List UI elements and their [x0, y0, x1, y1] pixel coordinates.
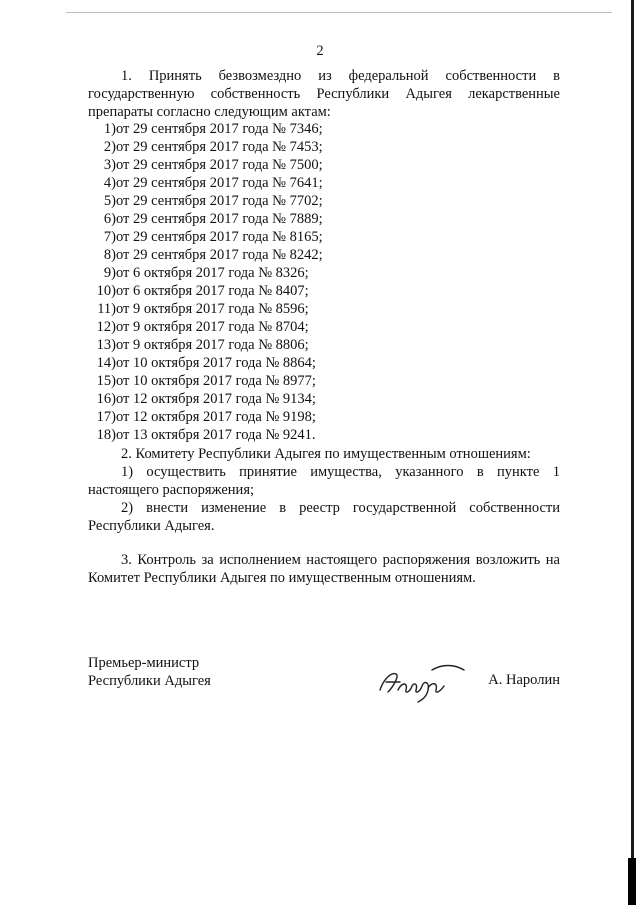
act-item [0, 318, 640, 336]
act-item [0, 372, 640, 390]
scan-edge-top [66, 12, 612, 13]
act-item-text: от 29 сентября 2017 года № 8242; [116, 247, 323, 263]
act-item [0, 426, 640, 444]
act-item-text: от 6 октября 2017 года № 8326; [116, 265, 309, 281]
act-item-number: 12) [96, 319, 116, 335]
paragraph-2-item-1: 1) осуществить принятие имущества, указанного в пункте 1 настоящего распоряжения; [88, 464, 560, 498]
act-item-number: 9) [103, 265, 116, 281]
act-item [0, 210, 640, 228]
act-item [0, 246, 640, 264]
act-item-number: 4) [103, 175, 116, 191]
act-item [0, 408, 640, 426]
signatory-name: А. Наролин [488, 672, 560, 688]
act-item-number: 17) [96, 409, 116, 425]
act-item-text: от 6 октября 2017 года № 8407; [116, 283, 309, 299]
act-item [0, 228, 640, 246]
act-item-text: от 12 октября 2017 года № 9198; [116, 409, 316, 425]
act-item-number: 14) [96, 355, 116, 371]
act-item [0, 174, 640, 192]
act-item [0, 120, 640, 138]
scan-edge-corner [628, 858, 636, 905]
act-item [0, 390, 640, 408]
act-item [0, 138, 640, 156]
act-item-text: от 12 октября 2017 года № 9134; [116, 391, 316, 407]
act-item-text: от 10 октября 2017 года № 8977; [116, 373, 316, 389]
act-item-number: 6) [103, 211, 116, 227]
act-item-text: от 29 сентября 2017 года № 7346; [116, 121, 323, 137]
paragraph-1: 1. Принять безвозмездно из федеральной собственности в государственную собственность Республики Адыгея лекарственные препараты согласно следующим актам: [88, 68, 560, 120]
act-item [0, 354, 640, 372]
act-item [0, 336, 640, 354]
paragraph-3: 3. Контроль за исполнением настоящего распоряжения возложить на Комитет Республики Адыгея по имущественным отношениям. [88, 552, 560, 586]
act-item-text: от 9 октября 2017 года № 8806; [116, 337, 309, 353]
act-item-number: 2) [103, 139, 116, 155]
act-item-number: 3) [103, 157, 116, 173]
page-number: 2 [316, 43, 324, 59]
signatory-title-line-1: Премьер-министр [88, 655, 200, 671]
act-item-text: от 29 сентября 2017 года № 8165; [116, 229, 323, 245]
act-item [0, 264, 640, 282]
act-item-number: 7) [103, 229, 116, 245]
act-item [0, 192, 640, 210]
act-item-text: от 29 сентября 2017 года № 7641; [116, 175, 323, 191]
act-item-number: 15) [96, 373, 116, 389]
act-item-number: 5) [103, 193, 116, 209]
act-item [0, 300, 640, 318]
act-item-number: 11) [97, 301, 116, 317]
act-item-number: 13) [96, 337, 116, 353]
act-item-text: от 29 сентября 2017 года № 7500; [116, 157, 323, 173]
act-item [0, 282, 640, 300]
act-item-number: 8) [103, 247, 116, 263]
signatory-title-line-2: Республики Адыгея [88, 673, 211, 689]
act-item-text: от 29 сентября 2017 года № 7453; [116, 139, 323, 155]
act-item-number: 16) [96, 391, 116, 407]
act-item-text: от 29 сентября 2017 года № 7702; [116, 193, 323, 209]
act-item-number: 10) [96, 283, 116, 299]
act-item-text: от 9 октября 2017 года № 8596; [116, 301, 309, 317]
act-item [0, 156, 640, 174]
act-item-text: от 10 октября 2017 года № 8864; [116, 355, 316, 371]
act-item-text: от 29 сентября 2017 года № 7889; [116, 211, 323, 227]
act-item-text: от 9 октября 2017 года № 8704; [116, 319, 309, 335]
paragraph-2-item-2: 2) внести изменение в реестр государственной собственности Республики Адыгея. [88, 500, 560, 534]
act-item-number: 18) [96, 427, 116, 443]
act-item-number: 1) [103, 121, 116, 137]
act-item-text: от 13 октября 2017 года № 9241. [116, 427, 316, 443]
paragraph-2: 2. Комитету Республики Адыгея по имущественным отношениям: [121, 446, 531, 462]
